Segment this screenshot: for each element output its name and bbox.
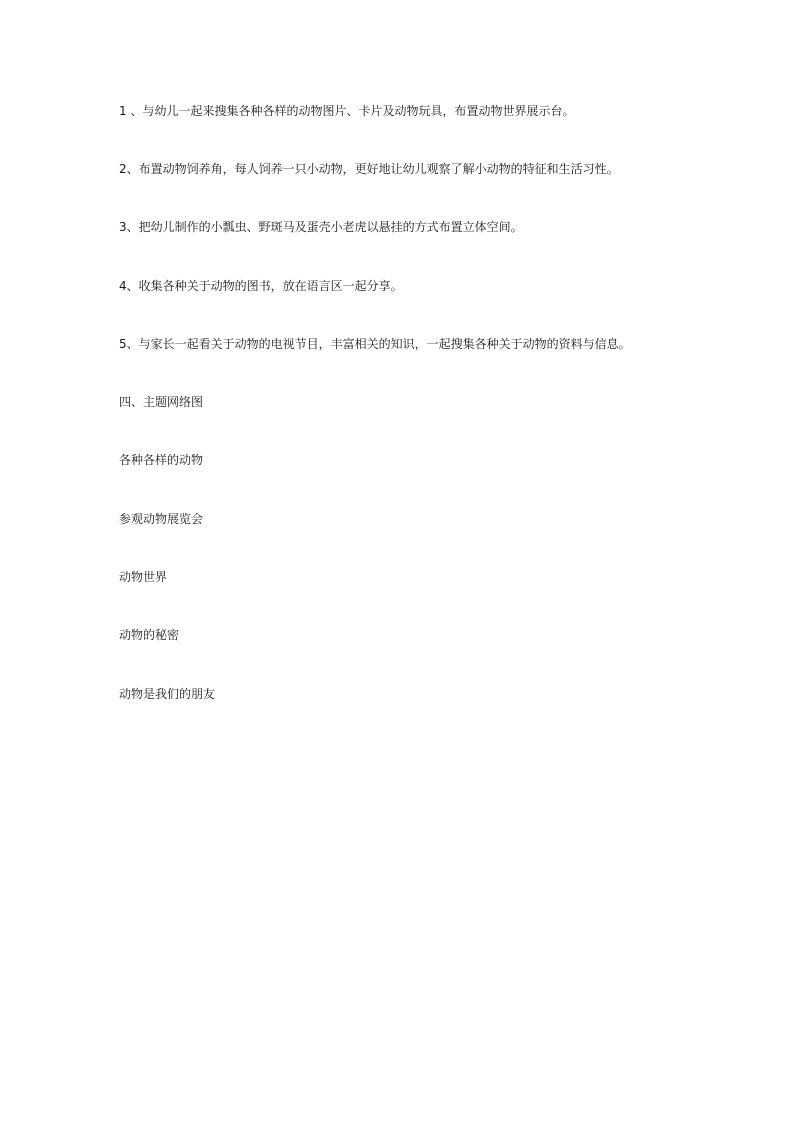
topic-item-2: 参观动物展览会 (119, 512, 204, 526)
section-heading: 四、主题网络图 (119, 395, 204, 409)
topic-item-4: 动物的秘密 (119, 628, 180, 642)
activity-item-3: 3、把幼儿制作的小瓢虫、野斑马及蛋壳小老虎以悬挂的方式布置立体空间。 (119, 220, 523, 234)
topic-item-5: 动物是我们的朋友 (119, 687, 216, 701)
activity-item-4: 4、收集各种关于动物的图书，放在语言区一起分享。 (119, 279, 403, 293)
activity-item-1: 1 、与幼儿一起来搜集各种各样的动物图片、卡片及动物玩具，布置动物世界展示台。 (119, 104, 575, 118)
topic-item-3: 动物世界 (119, 570, 168, 584)
activity-item-2: 2、布置动物饲养角，每人饲养一只小动物，更好地让幼儿观察了解小动物的特征和生活习性。 (119, 162, 619, 176)
activity-item-5: 5、与家长一起看关于动物的电视节目，丰富相关的知识，一起搜集各种关于动物的资料与信息。 (119, 337, 631, 351)
topic-item-1: 各种各样的动物 (119, 453, 204, 467)
